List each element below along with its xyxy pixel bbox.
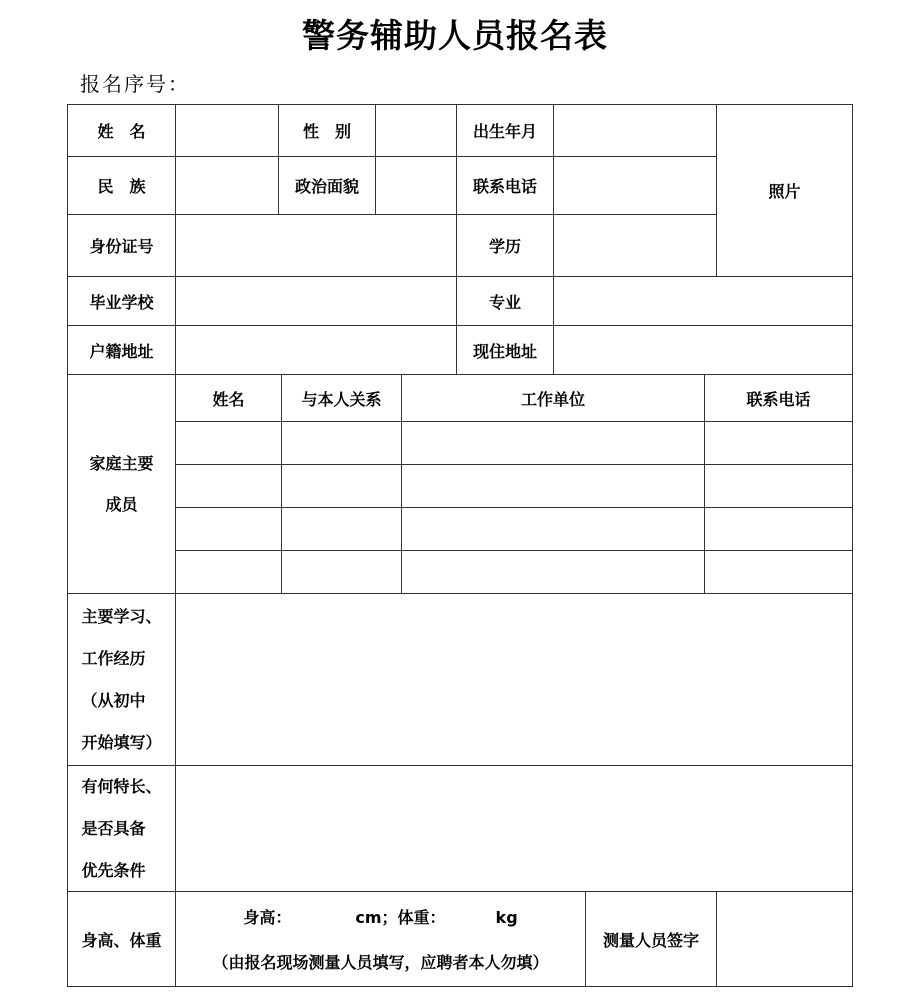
family-cell-employer[interactable]: [401, 421, 705, 465]
family-cell-employer[interactable]: [401, 507, 705, 551]
id-number-field[interactable]: [175, 214, 457, 277]
weight-label: 体重：: [397, 908, 446, 927]
measurer-signature-field[interactable]: [716, 891, 853, 987]
family-header-phone: 联系电话: [704, 374, 853, 422]
family-header-employer: 工作单位: [401, 374, 705, 422]
family-cell-relation[interactable]: [281, 421, 402, 465]
ethnicity-field[interactable]: [175, 156, 279, 215]
political-status-field[interactable]: [375, 156, 457, 215]
height-label: 身高：: [243, 908, 292, 927]
birth-field[interactable]: [553, 104, 717, 157]
measurer-signature-label: 测量人员签字: [585, 891, 717, 987]
experience-label-line: （从初中: [81, 690, 146, 710]
specialty-label-line: 有何特长、: [81, 776, 162, 796]
family-header-relation: 与本人关系: [281, 374, 402, 422]
experience-label: [67, 593, 176, 766]
experience-label-line: 主要学习、: [81, 606, 162, 626]
political-status-label: 政治面貌: [278, 156, 376, 215]
serial-number-label: 报名序号：: [80, 72, 190, 96]
family-header-name: 姓名: [175, 374, 282, 422]
family-cell-name[interactable]: [175, 464, 282, 508]
family-cell-name[interactable]: [175, 550, 282, 594]
page-title: 警务辅助人员报名表: [302, 16, 608, 55]
address-field[interactable]: [553, 325, 853, 375]
measurement-note: （由报名现场测量人员填写，应聘者本人勿填）: [212, 953, 549, 972]
family-cell-phone[interactable]: [704, 464, 853, 508]
family-label-line: 家庭主要: [89, 454, 154, 473]
specialty-label-line: 是否具备: [81, 818, 146, 838]
family-cell-relation[interactable]: [281, 550, 402, 594]
specialty-label-line: 优先条件: [81, 860, 146, 880]
hukou-label: 户籍地址: [67, 325, 176, 375]
address-label: 现住地址: [456, 325, 554, 375]
phone-field[interactable]: [553, 156, 717, 215]
height-weight-line: [243, 905, 517, 928]
gender-field[interactable]: [375, 104, 457, 157]
education-label: 学历: [456, 214, 554, 277]
family-cell-relation[interactable]: [281, 507, 402, 551]
height-unit: cm；: [355, 908, 398, 927]
id-number-label: 身份证号: [67, 214, 176, 277]
phone-label: 联系电话: [456, 156, 554, 215]
family-cell-relation[interactable]: [281, 464, 402, 508]
name-field[interactable]: [175, 104, 279, 157]
height-weight-label: 身高、体重: [67, 891, 176, 987]
family-cell-phone[interactable]: [704, 421, 853, 465]
photo-box[interactable]: 照片: [716, 104, 853, 277]
family-cell-name[interactable]: [175, 507, 282, 551]
experience-label-line: 开始填写）: [81, 732, 162, 752]
weight-unit: kg: [495, 908, 518, 927]
family-cell-employer[interactable]: [401, 550, 705, 594]
gender-label: 性 别: [278, 104, 376, 157]
ethnicity-label: 民 族: [67, 156, 176, 215]
major-field[interactable]: [553, 276, 853, 326]
specialty-label: [67, 765, 176, 892]
major-label: 专业: [456, 276, 554, 326]
family-cell-employer[interactable]: [401, 464, 705, 508]
school-field[interactable]: [175, 276, 457, 326]
height-weight-field[interactable]: [175, 891, 586, 987]
hukou-field[interactable]: [175, 325, 457, 375]
family-cell-phone[interactable]: [704, 550, 853, 594]
specialty-field[interactable]: [175, 765, 853, 892]
family-cell-phone[interactable]: [704, 507, 853, 551]
name-label: 姓 名: [67, 104, 176, 157]
education-field[interactable]: [553, 214, 717, 277]
experience-field[interactable]: [175, 593, 853, 766]
family-members-label: [67, 374, 176, 594]
family-cell-name[interactable]: [175, 421, 282, 465]
experience-label-line: 工作经历: [81, 648, 146, 668]
family-label-line: 成员: [105, 495, 138, 514]
birth-label: 出生年月: [456, 104, 554, 157]
school-label: 毕业学校: [67, 276, 176, 326]
